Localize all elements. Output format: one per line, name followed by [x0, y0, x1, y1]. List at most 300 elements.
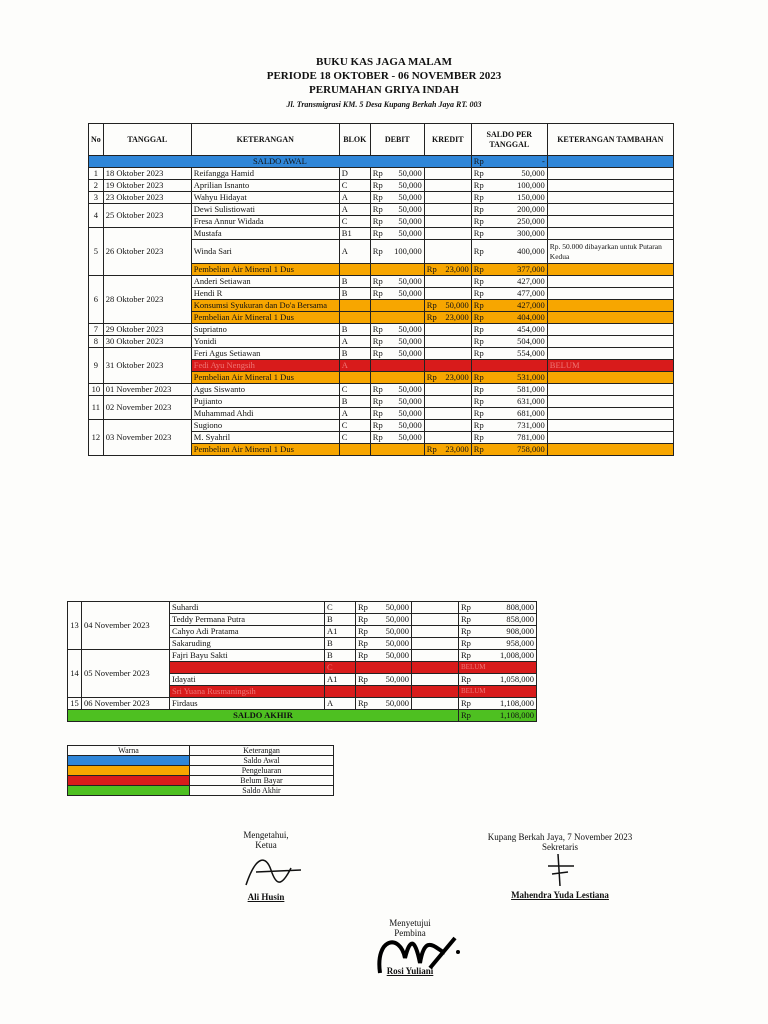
row-description: Feri Agus Setiawan: [191, 348, 339, 360]
row-date: 01 November 2023: [103, 384, 191, 396]
document-place: PERUMAHAN GRIYA INDAH: [309, 84, 459, 96]
row-number: 10: [89, 384, 104, 396]
currency-label: Rp: [358, 698, 368, 708]
row-debit: [370, 300, 424, 312]
legend-label: Pengeluaran: [190, 766, 334, 776]
row-extra-note: [547, 168, 673, 180]
legend-header-0: Warna: [68, 746, 190, 756]
row-extra-note: [547, 228, 673, 240]
column-header-4: DEBIT: [370, 124, 424, 156]
row-debit: [356, 626, 412, 638]
row-debit: [356, 662, 412, 674]
row-block: A: [339, 408, 370, 420]
right-sign-line2: Sekretaris: [542, 842, 578, 852]
row-block: C: [339, 420, 370, 432]
amount-value: 731,000: [517, 420, 545, 430]
amount-value: 404,000: [517, 312, 545, 322]
row-balance: [471, 444, 547, 456]
row-debit: [370, 180, 424, 192]
currency-label: Rp: [372, 216, 383, 226]
amount-value: 400,000: [517, 246, 545, 256]
row-debit: [370, 324, 424, 336]
row-description: Fedi Ayu Nengsih: [191, 360, 339, 372]
currency-label: Rp: [473, 324, 484, 334]
row-credit: [412, 698, 459, 710]
row-balance: [459, 602, 537, 614]
row-debit: [356, 650, 412, 662]
row-balance: [459, 662, 537, 674]
row-credit: [424, 192, 471, 204]
row-debit: [356, 674, 412, 686]
currency-label: Rp: [473, 156, 484, 166]
row-credit: [424, 372, 471, 384]
legend-header-1: Keterangan: [190, 746, 334, 756]
currency-label: Rp: [473, 204, 484, 214]
saldo-awal-row: [89, 156, 674, 168]
row-balance: [471, 288, 547, 300]
currency-label: Rp: [473, 168, 484, 178]
currency-label: Rp: [372, 324, 383, 334]
currency-label: Rp: [372, 192, 383, 202]
amount-value: 23,000: [445, 312, 469, 322]
currency-label: Rp: [358, 626, 368, 636]
row-credit: [424, 264, 471, 276]
row-balance: [471, 300, 547, 312]
row-debit: [370, 360, 424, 372]
bottom-sign-line2: Pembina: [394, 928, 426, 938]
row-balance: [459, 614, 537, 626]
signature-left: [206, 830, 326, 902]
row-balance: [459, 650, 537, 662]
document-period: PERIODE 18 OKTOBER - 06 NOVEMBER 2023: [266, 70, 502, 82]
currency-label: Rp: [473, 372, 484, 382]
document-address: Jl. Transmigrasi KM. 5 Desa Kupang Berkah Jaya RT. 003: [286, 100, 482, 109]
currency-label: Rp: [372, 228, 383, 238]
row-description: Anderi Setiawan: [191, 276, 339, 288]
currency-label: Rp: [461, 674, 471, 684]
row-balance: [471, 204, 547, 216]
amount-value: 23,000: [445, 372, 469, 382]
row-description: Pembelian Air Mineral 1 Dus: [191, 372, 339, 384]
amount-value: 50,000: [398, 228, 422, 238]
cash-ledger-table-1: [88, 123, 674, 456]
row-description: Firdaus: [170, 698, 325, 710]
row-credit: [424, 324, 471, 336]
row-date: 29 Oktober 2023: [103, 324, 191, 336]
row-number: 1: [89, 168, 104, 180]
row-description: Sugiono: [191, 420, 339, 432]
legend-swatch: [68, 776, 190, 786]
row-description: Mustafa: [191, 228, 339, 240]
row-credit: [424, 204, 471, 216]
currency-label: Rp: [473, 192, 484, 202]
amount-value: 50,000: [521, 168, 545, 178]
legend-row: [68, 786, 334, 796]
legend-swatch: [68, 786, 190, 796]
currency-label: Rp: [372, 336, 383, 346]
row-number: 15: [68, 698, 82, 710]
row-description: Sri Yuana Rusmaningsih: [170, 686, 325, 698]
row-extra-note: [547, 300, 673, 312]
row-number: 13: [68, 602, 82, 650]
row-debit: [370, 348, 424, 360]
legend-label: Saldo Awal: [190, 756, 334, 766]
row-extra-note: [547, 348, 673, 360]
row-block: B: [339, 348, 370, 360]
amount-value: 50,000: [398, 168, 422, 178]
document-title: BUKU KAS JAGA MALAM: [316, 56, 452, 68]
row-description: [170, 662, 325, 674]
row-debit: [370, 420, 424, 432]
legend-row: [68, 766, 334, 776]
row-date: 18 Oktober 2023: [103, 168, 191, 180]
row-block: [339, 372, 370, 384]
row-balance: [459, 638, 537, 650]
row-date: 06 November 2023: [82, 698, 170, 710]
row-credit: [424, 384, 471, 396]
row-debit: [356, 614, 412, 626]
column-header-0: No: [89, 124, 104, 156]
row-number: 14: [68, 650, 82, 698]
table-row: [89, 396, 674, 408]
row-number: 5: [89, 228, 104, 276]
row-number: 12: [89, 420, 104, 456]
row-description: Dewi Sulistiowati: [191, 204, 339, 216]
currency-label: Rp: [461, 710, 471, 720]
cash-ledger-table-2: [67, 601, 537, 722]
amount-value: 50,000: [398, 348, 422, 358]
table-row: [68, 602, 537, 614]
row-description: Yonidi: [191, 336, 339, 348]
currency-label: Rp: [473, 180, 484, 190]
row-description: Teddy Permana Putra: [170, 614, 325, 626]
currency-label: Rp: [473, 312, 484, 322]
currency-label: Rp: [473, 408, 484, 418]
amount-value: 50,000: [398, 180, 422, 190]
table-row: [89, 336, 674, 348]
row-block: B: [325, 614, 356, 626]
amount-value: 908,000: [506, 626, 534, 636]
row-extra-note: [547, 192, 673, 204]
row-block: C: [339, 432, 370, 444]
row-description: Reifangga Hamid: [191, 168, 339, 180]
row-extra-note: [547, 396, 673, 408]
currency-label: Rp: [473, 288, 484, 298]
amount-value: 50,000: [398, 336, 422, 346]
amount-value: 50,000: [385, 626, 409, 636]
row-extra-note: [547, 288, 673, 300]
row-description: Agus Siswanto: [191, 384, 339, 396]
currency-label: Rp: [372, 408, 383, 418]
row-number: 3: [89, 192, 104, 204]
row-debit: [370, 336, 424, 348]
row-block: [339, 312, 370, 324]
amount-value: 150,000: [517, 192, 545, 202]
signature-bottom: [360, 918, 460, 976]
row-debit: [370, 192, 424, 204]
row-extra-note: [547, 420, 673, 432]
row-extra-note: [547, 384, 673, 396]
row-balance: [471, 240, 547, 264]
column-header-5: KREDIT: [424, 124, 471, 156]
row-description: Suhardi: [170, 602, 325, 614]
signature-right: [470, 832, 650, 900]
currency-label: Rp: [461, 626, 471, 636]
row-number: 4: [89, 204, 104, 228]
table-row: [89, 228, 674, 240]
currency-label: Rp: [426, 300, 437, 310]
row-balance: [459, 674, 537, 686]
amount-value: 50,000: [445, 300, 469, 310]
currency-label: Rp: [461, 638, 471, 648]
row-description: Idayati: [170, 674, 325, 686]
row-balance: [471, 336, 547, 348]
row-number: 8: [89, 336, 104, 348]
amount-value: 300,000: [517, 228, 545, 238]
row-block: A: [339, 240, 370, 264]
currency-label: Rp: [372, 396, 383, 406]
signature-scribble-right: [530, 852, 590, 888]
row-balance: [471, 384, 547, 396]
row-block: B1: [339, 228, 370, 240]
currency-label: Rp: [473, 396, 484, 406]
row-balance: [471, 228, 547, 240]
table-header-row: [89, 124, 674, 156]
row-debit: [370, 432, 424, 444]
row-credit: [424, 336, 471, 348]
row-description: Supriatno: [191, 324, 339, 336]
amount-value: 50,000: [385, 614, 409, 624]
row-debit: [370, 408, 424, 420]
signature-scribble-bottom: [360, 928, 460, 978]
amount-value: 1,008,000: [500, 650, 534, 660]
currency-label: Rp: [372, 276, 383, 286]
row-balance: [471, 372, 547, 384]
currency-label: Rp: [461, 698, 471, 708]
amount-value: 1,108,000: [500, 698, 534, 708]
row-credit: [424, 288, 471, 300]
row-block: [339, 264, 370, 276]
amount-value: 454,000: [517, 324, 545, 334]
row-credit: [424, 360, 471, 372]
row-description: Fajri Bayu Sakti: [170, 650, 325, 662]
amount-value: 504,000: [517, 336, 545, 346]
amount-value: 958,000: [506, 638, 534, 648]
row-extra-note: Rp. 50.000 dibayarkan untuk Putaran Kedua: [547, 240, 673, 264]
currency-label: Rp: [358, 602, 368, 612]
currency-label: Rp: [473, 384, 484, 394]
currency-label: Rp: [372, 246, 383, 256]
row-block: C: [339, 180, 370, 192]
row-block: A: [339, 204, 370, 216]
amount-value: 23,000: [445, 444, 469, 454]
table-row: [89, 204, 674, 216]
row-block: B: [339, 288, 370, 300]
row-extra-note: [547, 408, 673, 420]
row-block: B: [339, 276, 370, 288]
row-balance: [471, 348, 547, 360]
amount-value: 50,000: [398, 276, 422, 286]
row-debit: [370, 372, 424, 384]
row-description: Aprilian Isnanto: [191, 180, 339, 192]
table-row: [68, 698, 537, 710]
currency-label: Rp: [461, 602, 471, 612]
currency-label: Rp: [358, 650, 368, 660]
amount-value: 50,000: [385, 638, 409, 648]
row-balance: [471, 396, 547, 408]
row-debit: [356, 602, 412, 614]
row-credit: [412, 602, 459, 614]
table-row: [89, 384, 674, 396]
table-row: [89, 168, 674, 180]
row-block: B: [339, 396, 370, 408]
left-sign-line1: Mengetahui,: [243, 830, 289, 840]
row-debit: [370, 276, 424, 288]
column-header-1: TANGGAL: [103, 124, 191, 156]
row-balance: [471, 276, 547, 288]
amount-value: 100,000: [394, 246, 422, 256]
currency-label: Rp: [473, 216, 484, 226]
row-balance: [471, 432, 547, 444]
row-number: 11: [89, 396, 104, 420]
row-credit: [412, 674, 459, 686]
amount-value: 200,000: [517, 204, 545, 214]
currency-label: Rp: [473, 276, 484, 286]
column-header-7: KETERANGAN TAMBAHAN: [547, 124, 673, 156]
row-description: Hendi R: [191, 288, 339, 300]
row-extra-note: BELUM: [461, 663, 486, 671]
row-credit: [412, 686, 459, 698]
row-block: B: [325, 650, 356, 662]
row-balance: [459, 686, 537, 698]
currency-label: Rp: [426, 444, 437, 454]
row-balance: [471, 324, 547, 336]
row-credit: [424, 312, 471, 324]
row-description: Cahyo Adi Pratama: [170, 626, 325, 638]
row-credit: [424, 348, 471, 360]
currency-label: Rp: [461, 650, 471, 660]
row-balance: [471, 408, 547, 420]
legend-swatch: [68, 766, 190, 776]
row-block: C: [339, 216, 370, 228]
amount-value: 631,000: [517, 396, 545, 406]
row-block: C: [325, 602, 356, 614]
row-description: Muhammad Ahdi: [191, 408, 339, 420]
currency-label: Rp: [473, 300, 484, 310]
currency-label: Rp: [358, 674, 368, 684]
row-balance: [471, 360, 547, 372]
row-debit: [370, 444, 424, 456]
row-extra-note: [547, 444, 673, 456]
table-row: [89, 348, 674, 360]
amount-value: 100,000: [517, 180, 545, 190]
currency-label: Rp: [473, 336, 484, 346]
table-row: [89, 276, 674, 288]
saldo-akhir-value: [459, 710, 537, 722]
row-balance: [459, 698, 537, 710]
row-number: 6: [89, 276, 104, 324]
currency-label: Rp: [473, 264, 484, 274]
amount-value: 554,000: [517, 348, 545, 358]
row-block: A1: [325, 674, 356, 686]
color-legend: [67, 745, 334, 796]
row-block: C: [325, 662, 356, 674]
bottom-sign-line1: Menyetujui: [389, 918, 431, 928]
saldo-akhir-row: [68, 710, 537, 722]
row-balance: [471, 216, 547, 228]
row-number: 2: [89, 180, 104, 192]
row-credit: [424, 180, 471, 192]
amount-value: 50,000: [398, 432, 422, 442]
currency-label: Rp: [372, 432, 383, 442]
row-description: Pembelian Air Mineral 1 Dus: [191, 264, 339, 276]
row-block: D: [339, 168, 370, 180]
currency-label: Rp: [473, 228, 484, 238]
amount-value: 50,000: [385, 698, 409, 708]
left-sign-name: Ali Husin: [247, 892, 285, 902]
row-debit: [370, 204, 424, 216]
amount-value: 377,000: [517, 264, 545, 274]
right-sign-name: Mahendra Yuda Lestiana: [511, 890, 609, 900]
currency-label: Rp: [372, 384, 383, 394]
row-debit: [370, 216, 424, 228]
row-credit: [412, 614, 459, 626]
currency-label: Rp: [358, 638, 368, 648]
legend-label: Saldo Akhir: [190, 786, 334, 796]
row-credit: [412, 662, 459, 674]
left-sign-line2: Ketua: [255, 840, 277, 850]
signature-scribble-left: [226, 850, 306, 890]
currency-label: Rp: [426, 312, 437, 322]
currency-label: Rp: [372, 288, 383, 298]
currency-label: Rp: [473, 348, 484, 358]
row-description: Pembelian Air Mineral 1 Dus: [191, 312, 339, 324]
amount-value: 758,000: [517, 444, 545, 454]
row-extra-note: [547, 336, 673, 348]
row-date: 25 Oktober 2023: [103, 204, 191, 228]
row-credit: [424, 408, 471, 420]
row-debit: [370, 228, 424, 240]
row-date: 26 Oktober 2023: [103, 228, 191, 276]
row-extra-note: BELUM: [461, 687, 486, 695]
bottom-sign-name: Rosi Yuliani: [386, 966, 434, 976]
row-block: A: [339, 336, 370, 348]
row-debit: [356, 686, 412, 698]
table-row: [89, 180, 674, 192]
row-block: A: [339, 192, 370, 204]
amount-value: 477,000: [517, 288, 545, 298]
row-credit: [412, 626, 459, 638]
row-debit: [370, 240, 424, 264]
legend-swatch: [68, 756, 190, 766]
amount-value: 581,000: [517, 384, 545, 394]
amount-value: 50,000: [398, 408, 422, 418]
row-description: Konsumsi Syukuran dan Do'a Bersama: [191, 300, 339, 312]
legend-header-row: [68, 746, 334, 756]
row-description: Sakaruding: [170, 638, 325, 650]
row-extra-note: [547, 180, 673, 192]
amount-value: 250,000: [517, 216, 545, 226]
legend-row: [68, 756, 334, 766]
amount-value: 50,000: [398, 420, 422, 430]
amount-value: 681,000: [517, 408, 545, 418]
row-date: 04 November 2023: [82, 602, 170, 650]
row-date: 05 November 2023: [82, 650, 170, 698]
legend-label: Belum Bayar: [190, 776, 334, 786]
right-sign-line1: Kupang Berkah Jaya, 7 November 2023: [487, 832, 633, 842]
row-balance: [471, 264, 547, 276]
currency-label: Rp: [372, 348, 383, 358]
